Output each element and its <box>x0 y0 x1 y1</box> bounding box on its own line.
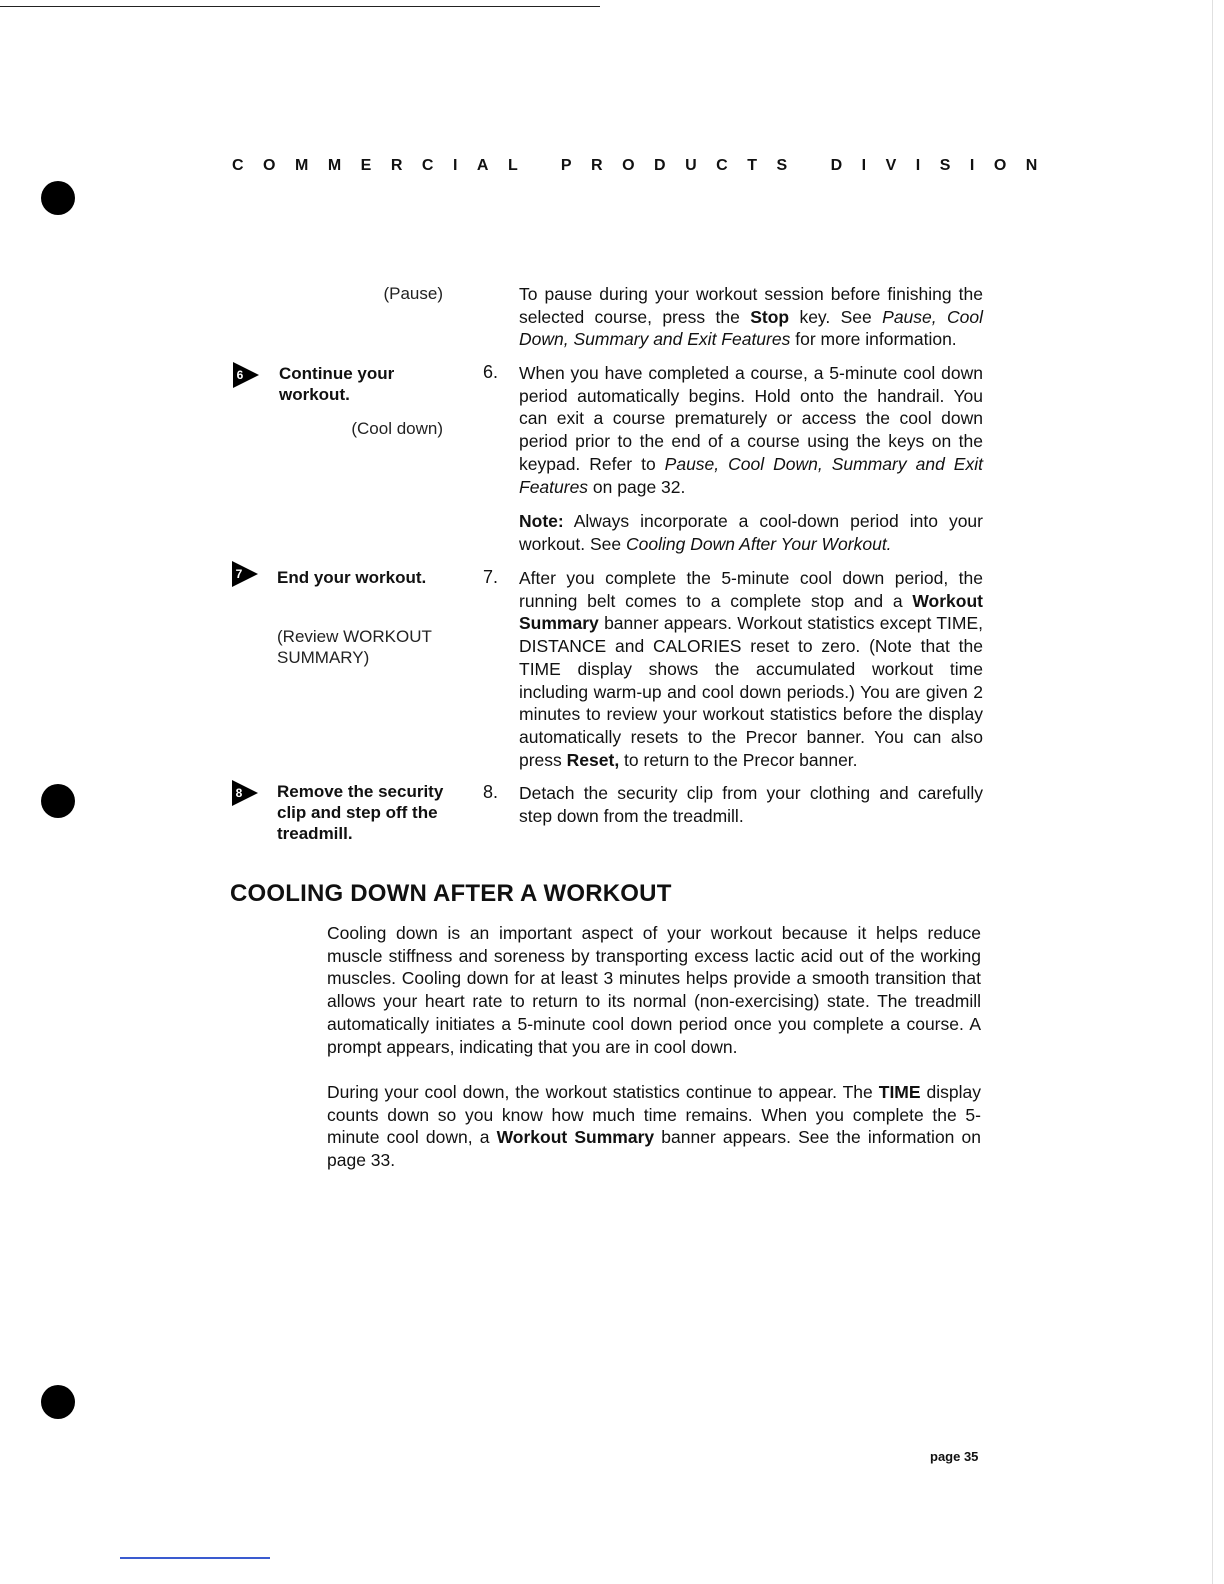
step-7-paragraph: After you complete the 5-minute cool down period, the running belt comes to a complete stop and a Workout Summary banner appears. Workout statistics except TIME, DISTANCE and CALORIES reset to zero. (Note that the TIME display shows the accumulated workout time including warm-up and cool down periods.) You are given 2 minutes to review your workout statistics before the display automatically resets to the Precor banner. You can also press Reset, to return to the Precor banner. <box>519 568 983 770</box>
step-8-marker: 8 <box>230 778 260 808</box>
binder-hole-middle <box>41 784 75 818</box>
cool-down-note: Note: Always incorporate a cool-down period into your workout. See Cooling Down After Your Workout. <box>519 511 983 554</box>
pause-label: (Pause) <box>383 284 443 303</box>
step-6-paragraph: When you have completed a course, a 5-minute cool down period automatically begins. Hold onto the handrail. You can exit a course prematurely or access the cool down period prior to the end of a course using the keys on the keypad. Refer to Pause, Cool Down, Summary and Exit Features on page 32. <box>519 363 983 497</box>
division-header: COMMERCIAL PRODUCTS DIVISION <box>232 157 1057 174</box>
step-7-marker: 7 <box>230 559 260 589</box>
step-6-heading: Continue your workout. <box>279 364 395 404</box>
reset-key: Reset, <box>566 749 620 770</box>
section-title: COOLING DOWN AFTER A WORKOUT <box>230 880 672 907</box>
workout-summary-term-2: Workout Summary <box>496 1127 655 1148</box>
step-7-number: 7. <box>483 567 499 587</box>
workout-summary-term: Workout Summary <box>519 590 983 634</box>
time-term: TIME <box>878 1082 921 1102</box>
cooling-paragraph-1: Cooling down is an important aspect of your workout because it helps reduce muscle stiffness and soreness by transporting excess lactic acid out of the working muscles. Cooling down for at least 3 minutes helps provide a smooth transition that allows your heart rate to return to its normal (non-exercising) state. The treadmill automatically initiates a 5-minute cool down period once you complete a course. A prompt appears, indicating that you are in cool down. <box>327 923 981 1057</box>
top-rule <box>0 6 600 7</box>
bottom-rule <box>120 1557 270 1559</box>
note-reference: Cooling Down After Your Workout. <box>626 533 892 554</box>
pause-reference: Pause, Cool Down, Summary and Exit Features <box>519 306 983 350</box>
step-6-sublabel: (Cool down) <box>351 419 443 438</box>
step-7-sublabel: (Review WORKOUT SUMMARY) <box>277 627 432 667</box>
right-edge-rule <box>1212 0 1213 1584</box>
step-6-reference: Pause, Cool Down, Summary and Exit Features <box>519 453 983 497</box>
page-number: page 35 <box>930 1449 979 1464</box>
binder-hole-top <box>41 181 75 215</box>
step-6-number: 6. <box>483 362 499 382</box>
pause-paragraph: To pause during your workout session before finishing the selected course, press the Stop key. See Pause, Cool Down, Summary and Exit Features for more information. <box>519 284 983 350</box>
step-6-marker: 6 <box>231 360 261 390</box>
binder-hole-bottom <box>41 1385 75 1419</box>
step-8-paragraph: Detach the security clip from your clothing and carefully step down from the treadmill. <box>519 783 983 826</box>
step-8-number: 8. <box>483 782 499 802</box>
step-7-heading: End your workout. <box>277 568 427 587</box>
note-label: Note: <box>519 511 564 531</box>
step-8-heading: Remove the security clip and step off the treadmill. <box>277 782 444 843</box>
cooling-paragraph-2: During your cool down, the workout statistics continue to appear. The TIME display counts down so you know how much time remains. When you complete the 5-minute cool down, a Workout Summary banner appears. See the information on page 33. <box>327 1082 982 1171</box>
stop-key: Stop <box>750 306 790 327</box>
